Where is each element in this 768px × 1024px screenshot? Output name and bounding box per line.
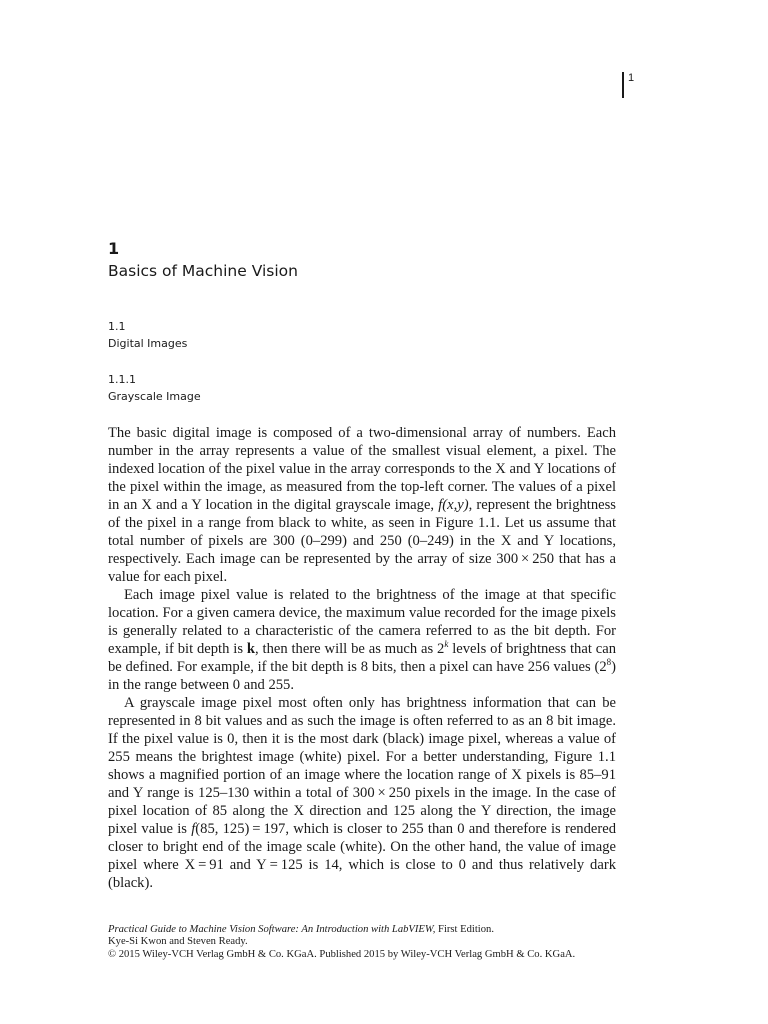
footer-book-title: Practical Guide to Machine Vision Software: An Introduction with LabVIEW, — [108, 924, 436, 935]
paragraph-1: The basic digital image is composed of a two-dimensional array of numbers. Each number in the array represents a value of the smallest visual element, a pixel. The indexed location of the pixel value in the array corresponds to the X and Y locations of the pixel within the image, as measured from the top-left corner. The values of a pixel in an X and a Y location in the digital grayscale image, f(x,y), represent the brightness of the pixel in a range from black to white, as seen in Figure 1.1. Let us assume that total number of pixels are 300 (0–299) and 250 (0–249) in the X and Y locations, respectively. Each image can be represented by the array of size 300 × 250 that has a value for each pixel. — [108, 425, 616, 585]
paragraph-2: Each image pixel value is related to the brightness of the image at that specific location. For a given camera device, the maximum value recorded for the image pixels is generally related to a characteristic of the camera referred to as the bit depth. For example, if bit depth is k, then there will be as much as 2$^k$ levels of brightness that can be defined. For example, if the bit depth is 8 bits, then a pixel can have 256 values $(2^8)$ in the range between 0 and 255. — [108, 587, 616, 693]
body-text — [108, 424, 616, 892]
page-number: 1 — [628, 72, 635, 84]
footer — [108, 924, 628, 961]
subsection-number: 1.1.1 — [108, 373, 136, 386]
footer-edition: First Edition. — [435, 924, 494, 935]
footer-authors: Kye-Si Kwon and Steven Ready. — [108, 936, 248, 948]
chapter-title: Basics of Machine Vision — [108, 262, 298, 280]
footer-book-line — [108, 924, 628, 936]
chapter-number: 1 — [108, 239, 120, 258]
section-title: Digital Images — [108, 337, 188, 350]
section-number: 1.1 — [108, 320, 126, 333]
page-marker-rule — [622, 72, 624, 98]
subsection-title: Grayscale Image — [108, 390, 201, 403]
footer-copyright: © 2015 Wiley-VCH Verlag GmbH & Co. KGaA. Published 2015 by Wiley-VCH Verlag GmbH & Co. KGaA. — [108, 948, 576, 960]
paragraph-3: A grayscale image pixel most often only has brightness information that can be represented in 8 bit values and as such the image is often referred to as an 8 bit image. If the pixel value is 0, then it is the most dark (black) image pixel, whereas a value of 255 means the brightest image (white) pixel. For a better understanding, Figure 1.1 shows a magnified portion of an image where the location range of X pixels is 85–91 and Y range is 125–130 within a total of 300 × 250 pixels in the image. In the case of pixel location of 85 along the X direction and 125 along the Y direction, the image pixel value is f(85, 125) = 197, which is closer to 255 than 0 and therefore is rendered closer to bright end of the image scale (white). On the other hand, the value of image pixel where X = 91 and Y = 125 is 14, which is close to 0 and thus relatively dark (black). — [108, 695, 616, 891]
